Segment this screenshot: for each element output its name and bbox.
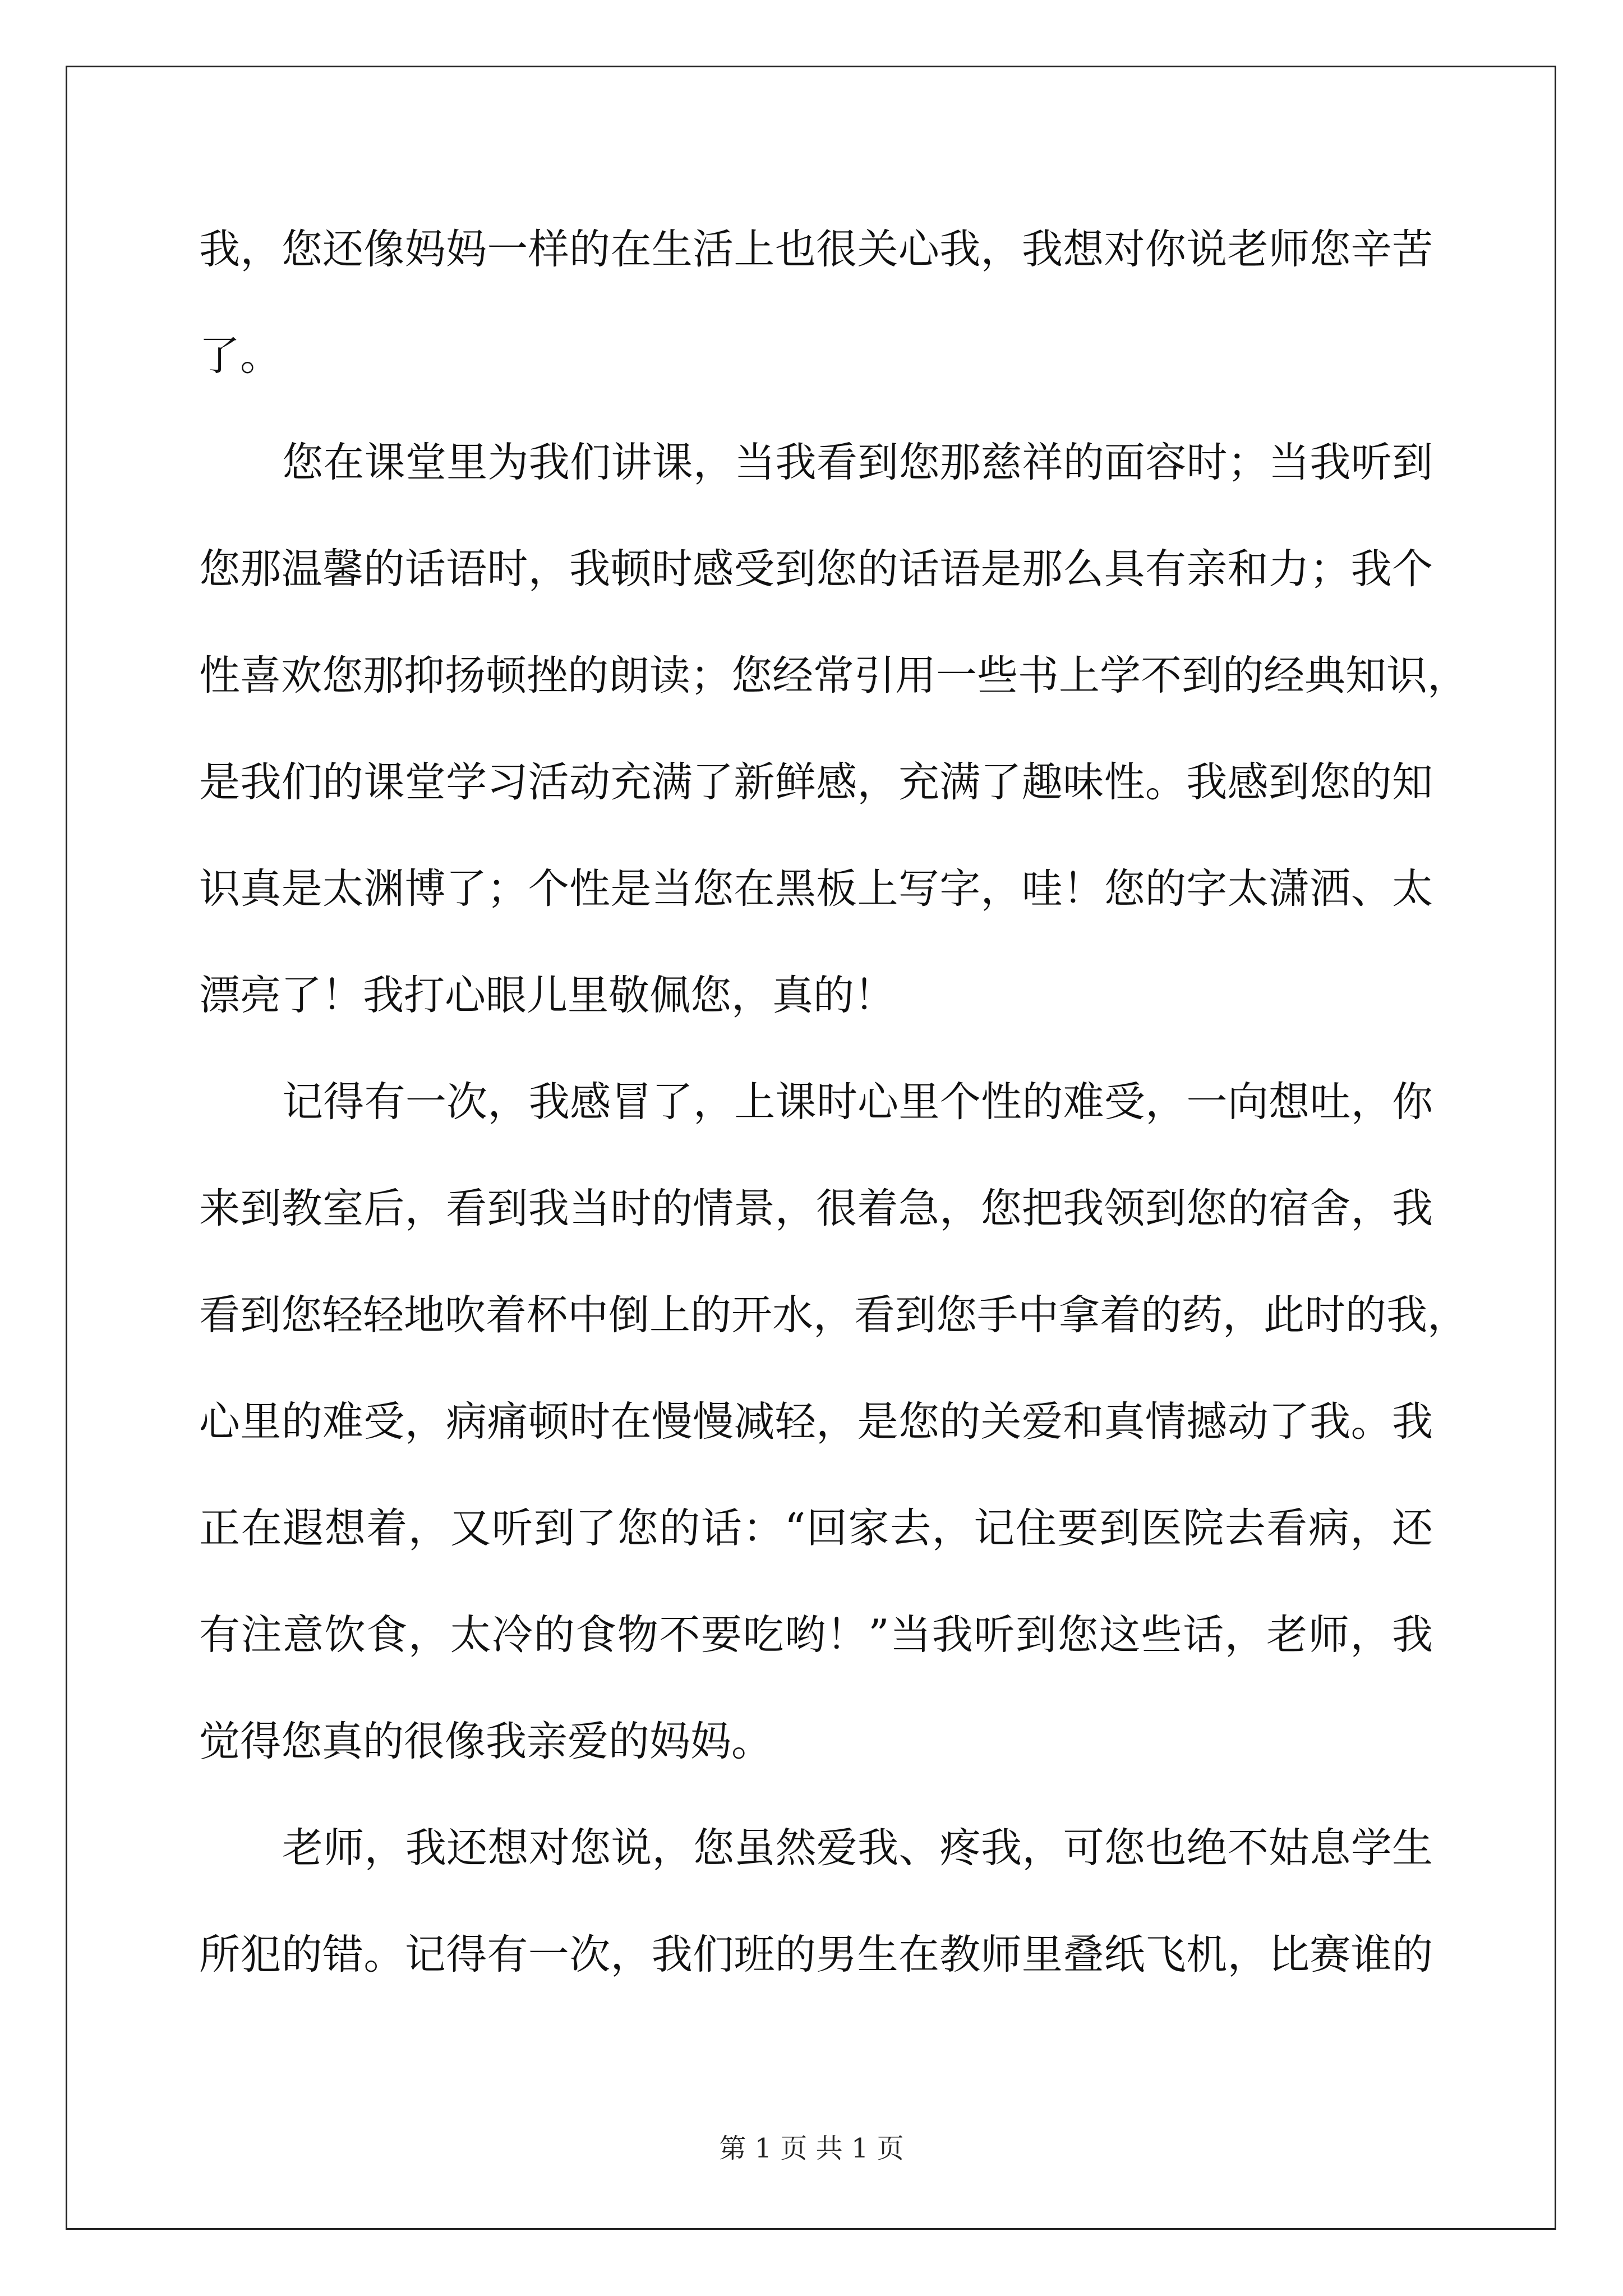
text-line: 漂亮了！我打心眼儿里敬佩您，真的！ [199,972,895,1019]
paragraph-first-line: 您在课堂里为我们讲课，当我看到您那慈祥的面容时；当我听到 [282,439,1433,486]
page-border [66,66,1556,2230]
text-line: 正在遐想着，又听到了您的话：“回家去，记住要到医院去看病，还 [199,1504,1433,1552]
text-line: 性喜欢您那抑扬顿挫的朗读；您经常引用一些书上学不到的经典知识， [199,652,1468,700]
text-line: 所犯的错。记得有一次，我们班的男生在教师里叠纸飞机，比赛谁的 [199,1931,1433,1978]
page-number-footer: 第 1 页 共 1 页 [719,2133,904,2164]
text-line: 心里的难受，病痛顿时在慢慢减轻，是您的关爱和真情撼动了我。我 [199,1398,1433,1446]
text-line: 来到教室后，看到我当时的情景，很着急，您把我领到您的宿舍，我 [199,1185,1433,1232]
text-line: 了。 [199,332,281,380]
text-line: 是我们的课堂学习活动充满了新鲜感，充满了趣味性。我感到您的知 [199,758,1433,806]
text-line: 识真是太渊博了；个性是当您在黑板上写字，哇！您的字太潇洒、太 [199,865,1433,913]
text-line: 有注意饮食，太冷的食物不要吃哟！”当我听到您这些话，老师，我 [199,1611,1433,1659]
text-line: 我，您还像妈妈一样的在生活上也很关心我，我想对你说老师您辛苦 [199,226,1433,273]
text-line: 觉得您真的很像我亲爱的妈妈。 [199,1718,772,1765]
text-line: 您那温馨的话语时，我顿时感受到您的话语是那么具有亲和力；我个 [199,545,1433,593]
text-line: 看到您轻轻地吹着杯中倒上的开水，看到您手中拿着的药，此时的我， [199,1291,1468,1339]
paragraph-first-line: 老师，我还想对您说，您虽然爱我、疼我，可您也绝不姑息学生 [282,1824,1433,1872]
paragraph-first-line: 记得有一次，我感冒了，上课时心里个性的难受，一向想吐，你 [282,1078,1433,1126]
